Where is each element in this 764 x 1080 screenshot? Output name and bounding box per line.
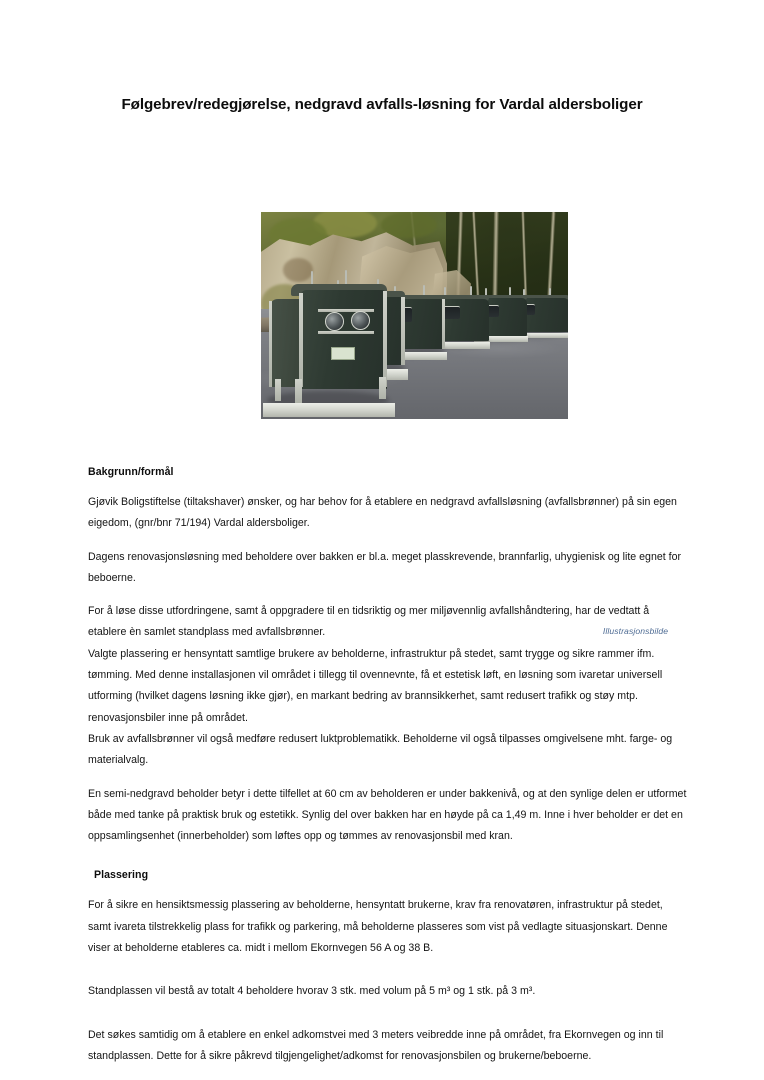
paragraph: Valgte plassering er hensyntatt samtlige brukere av beholderne, infrastruktur på stedet, samt trygge og sikre rammer ifm. tømming. Med denne installasjonen vil området i tillegg til ovennevnte, få et estetisk løft, en løsning som ivaretar universell utforming (hvilket dagens løsning ikke gjør), en markant bedring av brannsikkerhet, samt redusert trafikk og støy mtp. renovasjonsbiler inne på området. [88, 647, 663, 724]
paragraph: For å sikre en hensiktsmessig plassering av beholderne, hensyntatt brukerne, krav fra renovatøren, infrastruktur på stedet, samt ivareta tilstrekkelig plass for trafikk og parkering, må beholderne plasseres som vist på vedlagte situasjonskart. Denne viser at beholderne etableres ca. midt i mellom Ekornvegen 56 A og 38 B. [88, 899, 668, 955]
spacer [88, 971, 688, 981]
document-body [88, 466, 688, 1079]
bin-corner-post [295, 379, 302, 403]
bin-edge [442, 299, 445, 349]
figure-caption: Illustrasjonsbilde [602, 626, 669, 636]
vegetation [283, 258, 313, 282]
glass-deposit-opening [351, 311, 370, 330]
paragraph: En semi-nedgravd beholder betyr i dette tilfellet at 60 cm av beholderen er under bakkenivå, og at den synlige delen er utformet både med tanke på praktisk bruk og estetikk. Synlig del over bakken har en høyde på ca 1,49 m. Inne i hver beholder er det en oppsamlingsenhet (innerbeholder) som løftes opp og tømmes av renovasjonsbil med kran. [88, 787, 687, 843]
bin-edge [269, 301, 272, 387]
paragraph: Dagens renovasjonsløsning med beholdere over bakken er bl.a. meget plasskrevende, brannfarlig, uhygienisk og lite egnet for beboerne. [88, 550, 682, 584]
page-title: Følgebrev/redegjørelse, nedgravd avfalls-løsning for Vardal aldersboliger [121, 96, 643, 114]
paragraph: Det søkes samtidig om å etablere en enkel adkomstvei med 3 meters veibredde inne på området, fra Ekornvegen og inn til standplassen. Dette for å sikre påkrevd tilgjengelighet/adkomst for renovasjonsbilen og brukerne/beboerne. [88, 1028, 664, 1062]
bin-base [263, 403, 395, 417]
bin-trim [318, 331, 374, 334]
bin-edge [299, 293, 303, 387]
spacer [88, 859, 688, 869]
section-heading-plassering: Plassering [94, 869, 149, 882]
bin-body [301, 290, 387, 389]
paragraph: Gjøvik Boligstiftelse (tiltakshaver) ønsker, og har behov for å etablere en nedgravd avfallsløsning (avfallsbrønner) på sin egen eigedom, (gnr/bnr 71/194) Vardal aldersboliger. [88, 496, 677, 530]
bin-edge [401, 297, 405, 365]
paragraph: Bruk av avfallsbrønner vil også medføre redusert luktproblematikk. Beholderne vil også tilpasses omgivelsene mht. farge- og materialvalg. [88, 732, 673, 767]
waste-container-front [269, 285, 387, 407]
glass-deposit-opening [325, 312, 344, 331]
paragraph: Standplassen vil bestå av totalt 4 beholdere hvorav 3 stk. med volum på 5 m³ og 1 stk. på 3 m³. [88, 985, 536, 998]
spacer [88, 1015, 688, 1025]
bin-corner-post [275, 379, 281, 401]
bin-side-panel [269, 299, 303, 387]
bin-corner-post [379, 377, 386, 399]
bin-edge [383, 291, 387, 387]
illustration-photo [261, 212, 568, 419]
paragraph: For å løse disse utfordringene, samt å oppgradere til en tidsriktig og mer miljøvennlig avfallshåndtering, har de vedtatt å etablere èn samlet standplass med avfallsbrønner. [88, 605, 650, 639]
bin-info-label [331, 347, 355, 360]
section-heading-bakgrunn: Bakgrunn/formål [88, 466, 174, 478]
